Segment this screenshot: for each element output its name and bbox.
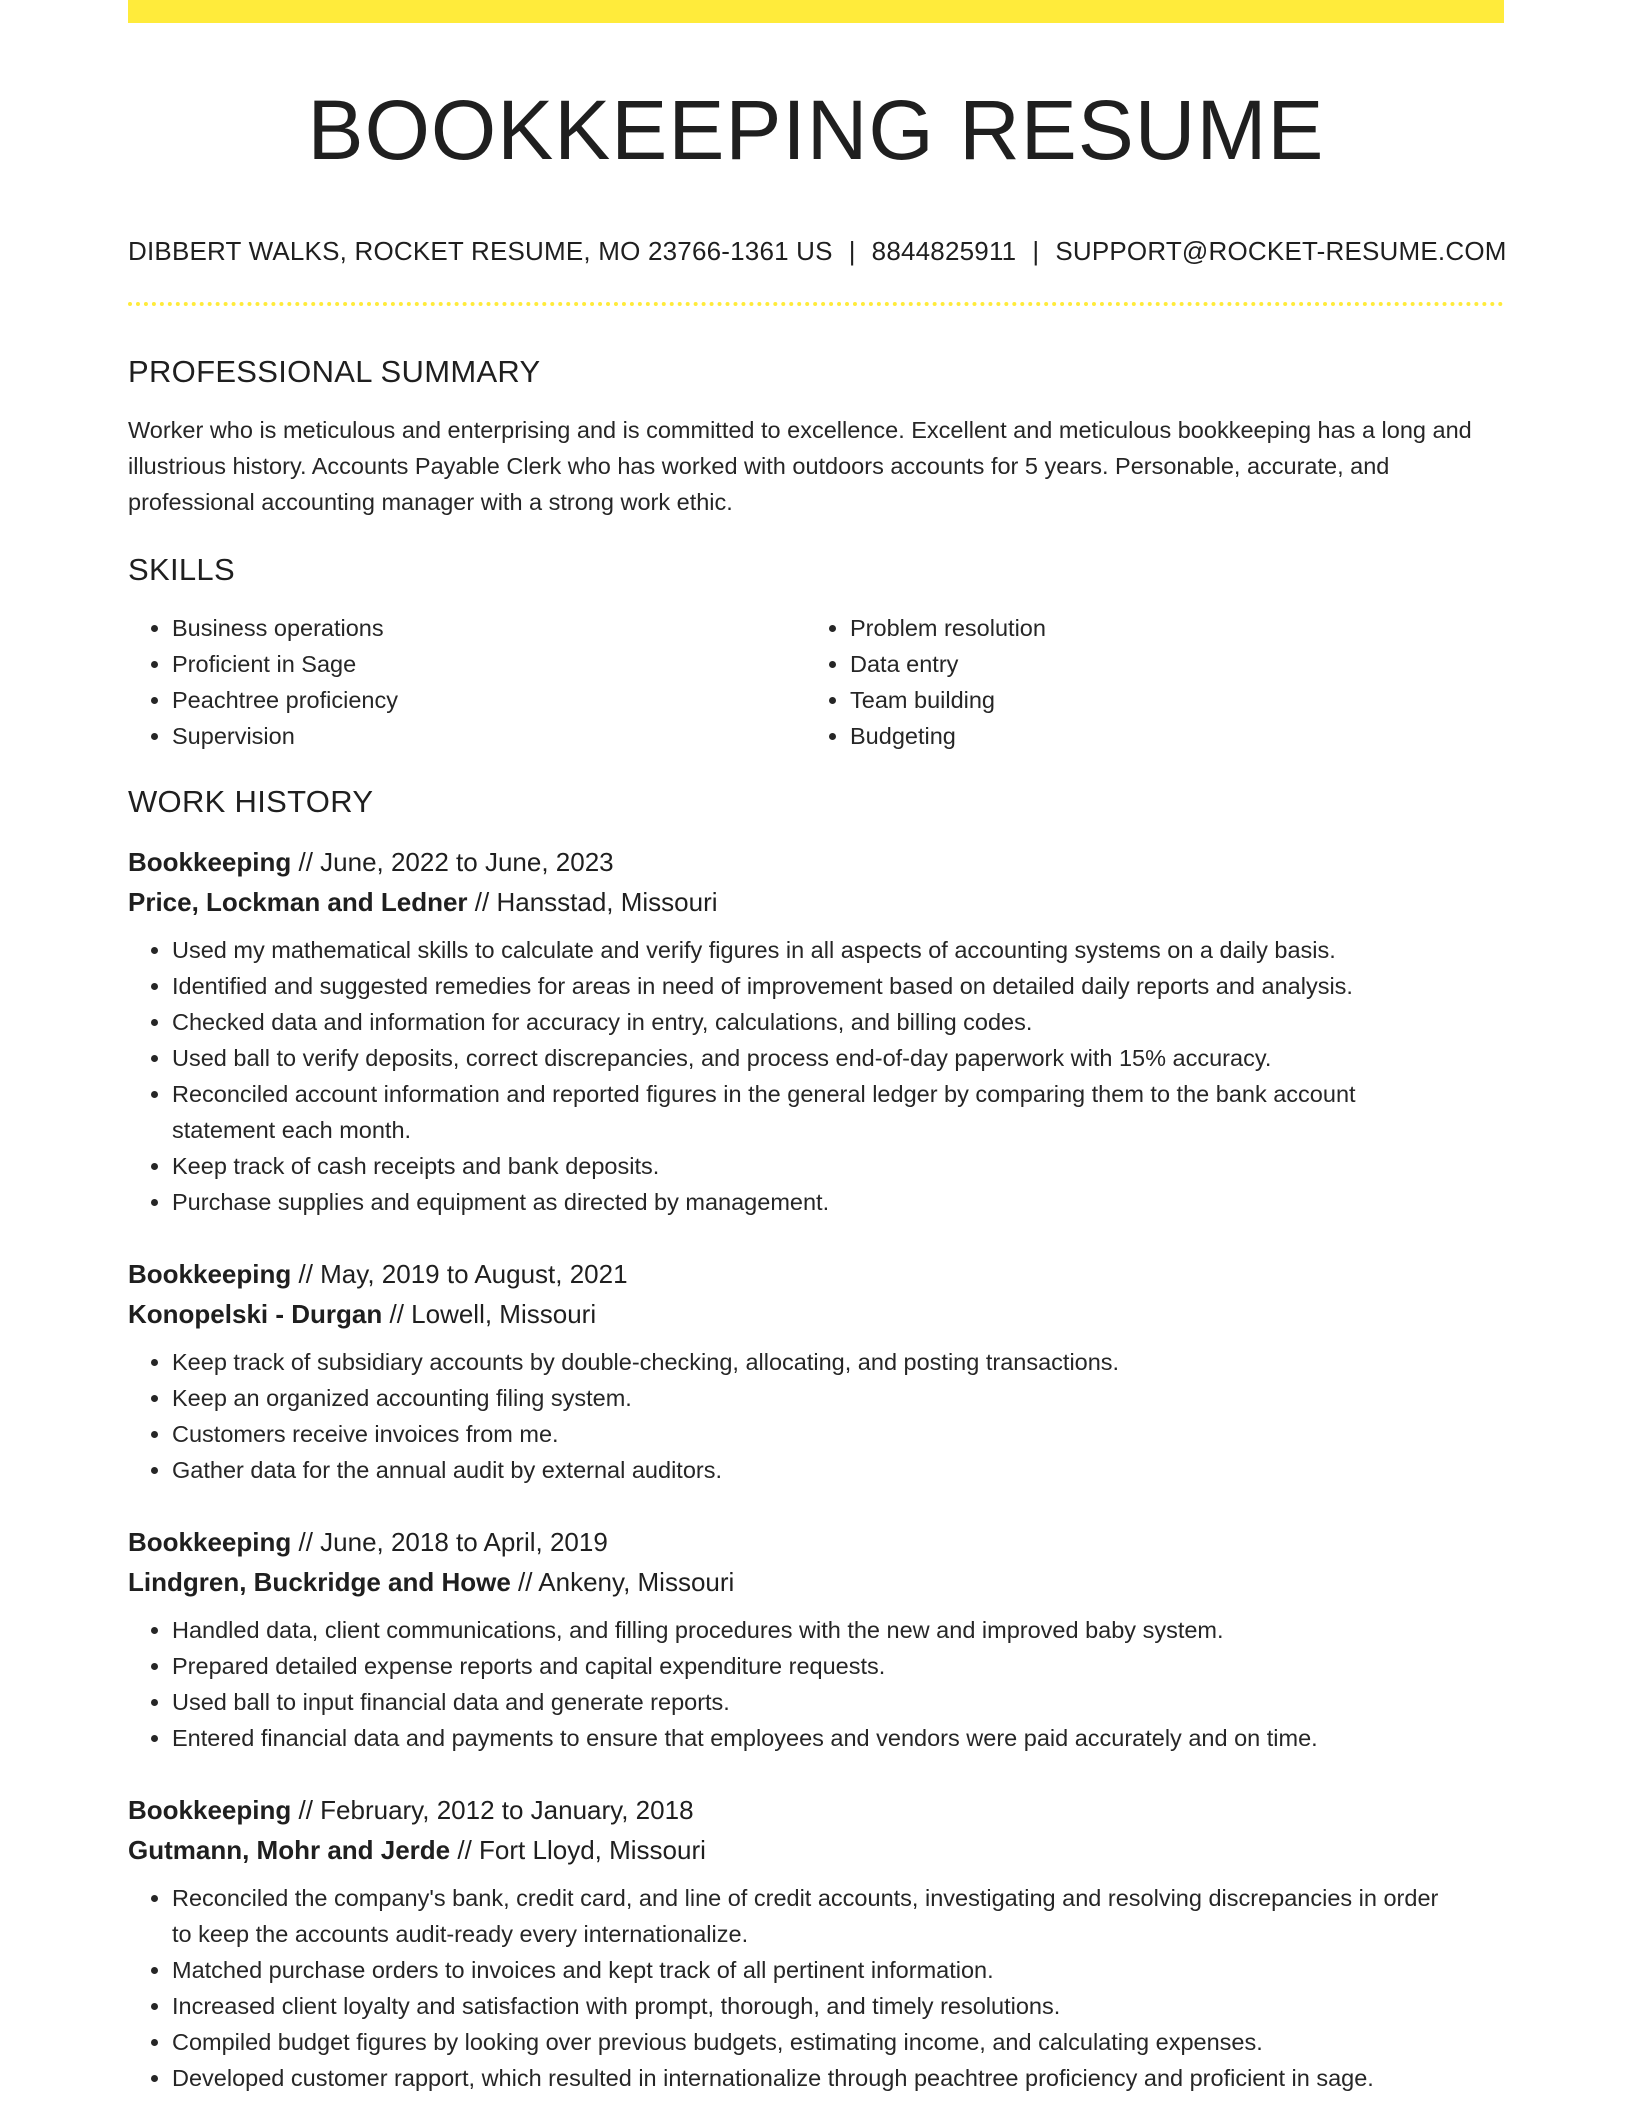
- summary-text: Worker who is meticulous and enterprising and is committed to excellence. Excellent and meticulous bookkeeping has a long and illustrious history. Accounts Payable Clerk who has worked with outdoors accounts for 5 years. Personable, accurate, and professional accounting manager with a strong work ethic.: [128, 417, 1472, 515]
- resume-content: [128, 0, 1507, 2096]
- skills-left-list: [128, 610, 806, 754]
- skill-item: • Problem resolution: [850, 610, 1484, 646]
- job-company: Lindgren, Buckridge and Howe: [128, 1567, 511, 1597]
- job-bullet: • Matched purchase orders to invoices and kept track of all pertinent information.: [172, 1952, 1504, 1988]
- job-role-line: [128, 1790, 1504, 1830]
- job-entry: [128, 1522, 1504, 1756]
- skill-item: • Budgeting: [850, 718, 1484, 754]
- job-bullet: • Keep track of subsidiary accounts by double-checking, allocating, and posting transactions.: [172, 1344, 1504, 1380]
- job-company-line: [128, 1294, 1504, 1334]
- summary-heading: PROFESSIONAL SUMMARY: [128, 354, 541, 389]
- job-company: Konopelski - Durgan: [128, 1299, 383, 1329]
- contact-phone: 8844825911: [871, 236, 1017, 266]
- skills-right-list: [806, 610, 1484, 754]
- job-dates: // June, 2018 to April, 2019: [291, 1527, 608, 1557]
- job-entry: [128, 1254, 1504, 1488]
- contact-separator: |: [848, 236, 856, 266]
- contact-separator: |: [1032, 236, 1040, 266]
- job-bullet: • Reconciled the company's bank, credit card, and line of credit accounts, investigating and resolving discrepancies in order to keep the accounts audit-ready every internationalize.: [172, 1880, 1504, 1952]
- job-bullet: • Used ball to input financial data and generate reports.: [172, 1684, 1504, 1720]
- work-history-heading: WORK HISTORY: [128, 784, 374, 819]
- skill-item: • Peachtree proficiency: [172, 682, 806, 718]
- job-role: Bookkeeping: [128, 1527, 292, 1557]
- contact-address: DIBBERT WALKS, ROCKET RESUME, MO 23766-1361 US: [128, 236, 833, 266]
- job-role: Bookkeeping: [128, 847, 292, 877]
- job-bullet: • Used ball to verify deposits, correct discrepancies, and process end-of-day paperwork with 15% accuracy.: [172, 1040, 1504, 1076]
- job-company-line: [128, 1562, 1504, 1602]
- job-bullet: • Compiled budget figures by looking over previous budgets, estimating income, and calculating expenses.: [172, 2024, 1504, 2060]
- job-location: // Fort Lloyd, Missouri: [450, 1835, 706, 1865]
- job-location: // Lowell, Missouri: [382, 1299, 597, 1329]
- job-bullet: • Checked data and information for accuracy in entry, calculations, and billing codes.: [172, 1004, 1504, 1040]
- contact-email: SUPPORT@ROCKET-RESUME.COM: [1055, 236, 1507, 266]
- job-company-line: [128, 1830, 1504, 1870]
- job-bullets: [128, 1344, 1504, 1488]
- job-bullet: • Used my mathematical skills to calculate and verify figures in all aspects of accounting systems on a daily basis.: [172, 932, 1504, 968]
- job-bullet: • Customers receive invoices from me.: [172, 1416, 1504, 1452]
- job-entry: [128, 842, 1504, 1220]
- job-company-line: [128, 882, 1504, 922]
- job-role: Bookkeeping: [128, 1259, 292, 1289]
- skill-item: • Supervision: [172, 718, 806, 754]
- skills-columns: [128, 610, 1504, 754]
- job-role-line: [128, 842, 1504, 882]
- job-bullets: [128, 1612, 1504, 1756]
- skill-item: • Data entry: [850, 646, 1484, 682]
- skill-item: • Proficient in Sage: [172, 646, 806, 682]
- job-company: Gutmann, Mohr and Jerde: [128, 1835, 451, 1865]
- job-bullet: • Reconciled account information and reported figures in the general ledger by comparing them to the bank account statement each month.: [172, 1076, 1504, 1148]
- job-bullet: • Prepared detailed expense reports and capital expenditure requests.: [172, 1648, 1504, 1684]
- job-bullet: • Purchase supplies and equipment as directed by management.: [172, 1184, 1504, 1220]
- dotted-divider: [128, 302, 1504, 306]
- job-dates: // February, 2012 to January, 2018: [291, 1795, 694, 1825]
- job-bullet: • Identified and suggested remedies for areas in need of improvement based on detailed daily reports and analysis.: [172, 968, 1504, 1004]
- skills-heading: SKILLS: [128, 552, 235, 587]
- job-entry: [128, 1790, 1504, 2096]
- job-bullet: • Handled data, client communications, and filling procedures with the new and improved baby system.: [172, 1612, 1504, 1648]
- job-dates: // May, 2019 to August, 2021: [291, 1259, 628, 1289]
- job-role-line: [128, 1254, 1504, 1294]
- job-company: Price, Lockman and Ledner: [128, 887, 468, 917]
- skill-item: • Team building: [850, 682, 1484, 718]
- contact-line: [128, 236, 1507, 266]
- job-location: // Hansstad, Missouri: [467, 887, 718, 917]
- job-dates: // June, 2022 to June, 2023: [291, 847, 614, 877]
- job-bullet: • Keep an organized accounting filing system.: [172, 1380, 1504, 1416]
- job-bullet: • Developed customer rapport, which resulted in internationalize through peachtree proficiency and proficient in sage.: [172, 2060, 1504, 2096]
- job-role-line: [128, 1522, 1504, 1562]
- job-bullet: • Gather data for the annual audit by external auditors.: [172, 1452, 1504, 1488]
- job-bullet: • Keep track of cash receipts and bank deposits.: [172, 1148, 1504, 1184]
- job-bullet: • Increased client loyalty and satisfaction with prompt, thorough, and timely resolutions.: [172, 1988, 1504, 2024]
- job-location: // Ankeny, Missouri: [510, 1567, 735, 1597]
- job-bullets: [128, 1880, 1504, 2096]
- job-role: Bookkeeping: [128, 1795, 292, 1825]
- skill-item: • Business operations: [172, 610, 806, 646]
- resume-title: BOOKKEEPING RESUME: [307, 83, 1325, 177]
- job-bullet: • Entered financial data and payments to ensure that employees and vendors were paid accurately and on time.: [172, 1720, 1504, 1756]
- job-bullets: [128, 932, 1504, 1220]
